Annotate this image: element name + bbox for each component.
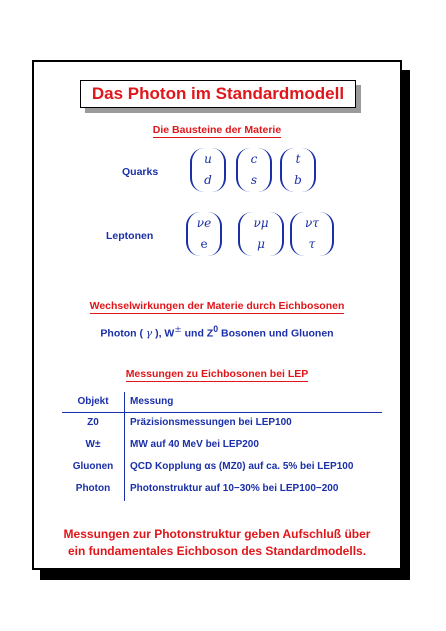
quark-t: t bbox=[295, 152, 301, 166]
lepton-tau: τ bbox=[308, 237, 316, 251]
lepton-doublet-2 bbox=[238, 212, 284, 256]
conclusion bbox=[34, 526, 400, 560]
section-heading-messungen bbox=[34, 368, 400, 380]
quark-d: d bbox=[204, 173, 212, 187]
col-header-measurement: Messung bbox=[130, 396, 174, 407]
row-object: Gluonen bbox=[72, 461, 114, 472]
quark-doublet-1 bbox=[190, 148, 226, 192]
row-object: W± bbox=[85, 439, 101, 450]
lepton-nu-e: νe bbox=[196, 216, 212, 230]
section-heading-wechselwirkungen bbox=[34, 300, 400, 312]
boson-line bbox=[34, 324, 400, 340]
slide bbox=[32, 60, 402, 570]
gamma-symbol: γ bbox=[145, 327, 153, 340]
row-measurement: QCD Kopplung αs (MZ0) auf ca. 5% bei LEP100 bbox=[130, 461, 354, 472]
section-heading-text: Wechselwirkungen der Materie durch Eichbosonen bbox=[89, 300, 345, 312]
section-heading-text: Die Bausteine der Materie bbox=[152, 124, 282, 136]
leptons-label: Leptonen bbox=[106, 230, 154, 242]
table-row bbox=[62, 457, 382, 479]
quark-doublet-2 bbox=[236, 148, 272, 192]
table-row bbox=[62, 413, 382, 435]
measurement-table bbox=[62, 392, 382, 501]
table-row bbox=[62, 435, 382, 457]
row-measurement: Photonstruktur auf 10−30% bei LEP100−200 bbox=[130, 483, 339, 494]
section-heading-materie bbox=[34, 124, 400, 136]
lepton-doublet-3 bbox=[290, 212, 334, 256]
lepton-e: e bbox=[200, 237, 208, 251]
quark-s: s bbox=[250, 173, 258, 187]
conclusion-line-2: ein fundamentales Eichboson des Standardmodells. bbox=[67, 544, 367, 558]
row-measurement: Präzisionsmessungen bei LEP100 bbox=[130, 417, 292, 428]
lepton-nu-mu: νμ bbox=[253, 216, 269, 230]
boson-text-c: und Z bbox=[181, 327, 214, 340]
row-measurement: MW auf 40 MeV bei LEP200 bbox=[130, 439, 259, 450]
lepton-doublet-1 bbox=[186, 212, 222, 256]
lepton-mu: μ bbox=[257, 237, 265, 251]
table-header bbox=[62, 392, 382, 413]
quark-b: b bbox=[294, 173, 302, 187]
boson-text-d: Bosonen und Gluonen bbox=[218, 327, 334, 340]
row-object: Z0 bbox=[87, 417, 99, 428]
lepton-nu-tau: ντ bbox=[305, 216, 319, 230]
row-object: Photon bbox=[75, 483, 111, 494]
col-header-object: Objekt bbox=[77, 396, 109, 407]
section-heading-text: Messungen zu Eichbosonen bei LEP bbox=[125, 368, 309, 380]
quark-c: c bbox=[250, 152, 258, 166]
boson-text-a: Photon ( bbox=[100, 327, 146, 340]
quarks-label: Quarks bbox=[122, 166, 159, 178]
table-row bbox=[62, 479, 382, 501]
title-wrap bbox=[80, 80, 356, 108]
quark-u: u bbox=[204, 152, 212, 166]
page-title: Das Photon im Standardmodell bbox=[80, 80, 356, 108]
zero-superscript: 0 bbox=[213, 324, 219, 334]
quark-doublet-3 bbox=[280, 148, 316, 192]
pm-symbol: ± bbox=[174, 325, 182, 335]
conclusion-line-1: Messungen zur Photonstruktur geben Aufschluß über bbox=[63, 527, 371, 541]
boson-text-b: ), W bbox=[152, 327, 175, 340]
